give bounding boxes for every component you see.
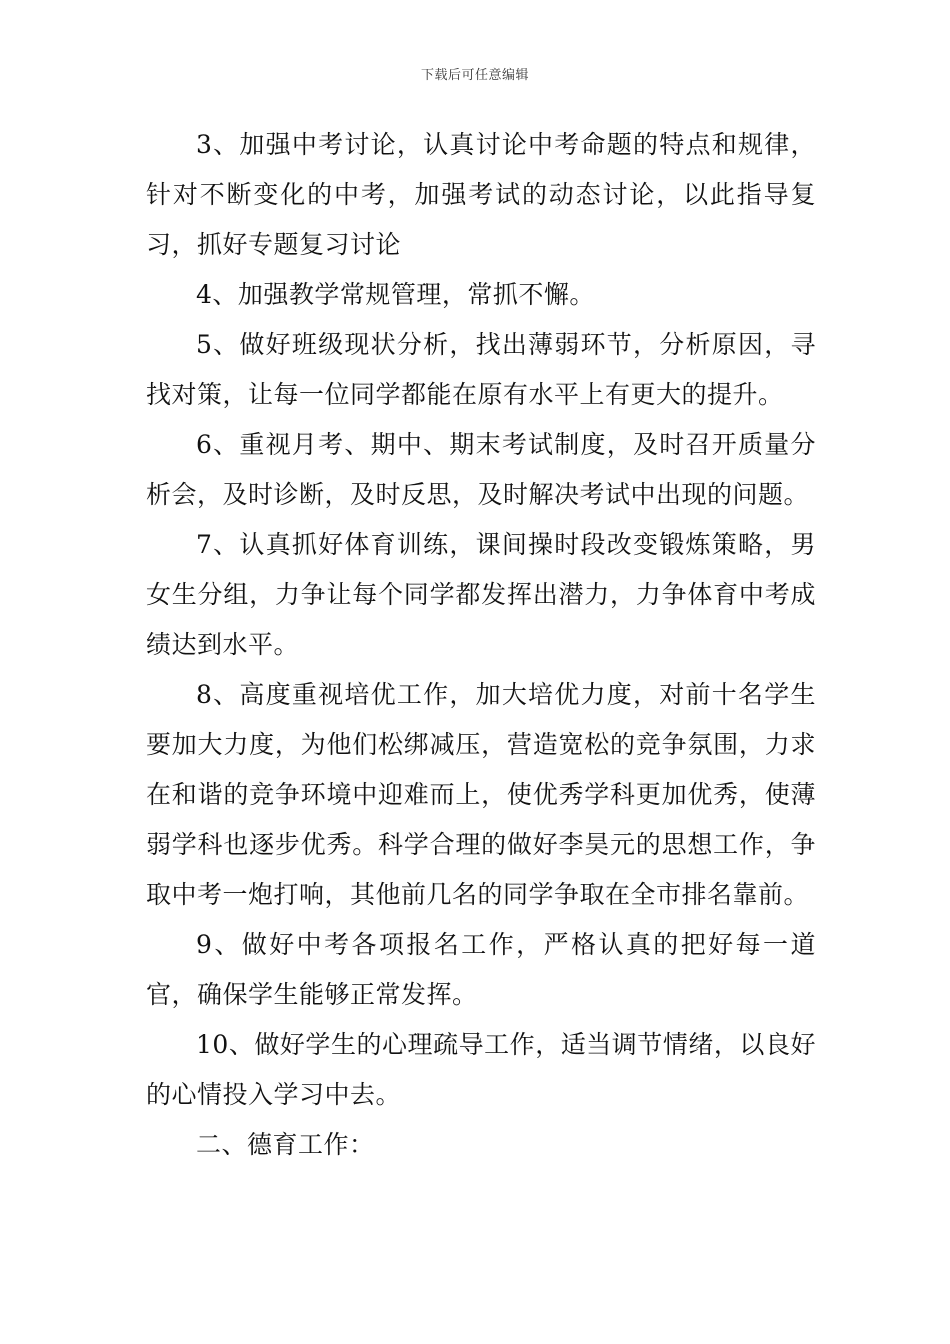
paragraph-item-3: 3、加强中考讨论，认真讨论中考命题的特点和规律，针对不断变化的中考，加强考试的动态讨论，以此指导复习，抓好专题复习讨论 <box>146 130 816 259</box>
page-header: 下载后可任意编辑 <box>420 68 529 83</box>
paragraph-item-6: 6、重视月考、期中、期末考试制度，及时召开质量分析会，及时诊断，及时反思，及时解决考试中出现的问题。 <box>146 430 816 509</box>
paragraph-item-5: 5、做好班级现状分析，找出薄弱环节，分析原因，寻找对策，让每一位同学都能在原有水平上有更大的提升。 <box>146 330 816 409</box>
section-heading-moral-education: 二、德育工作： <box>196 1130 375 1159</box>
paragraph-item-7: 7、认真抓好体育训练，课间操时段改变锻炼策略，男女生分组，力争让每个同学都发挥出潜力，力争体育中考成绩达到水平。 <box>146 530 816 659</box>
document-body <box>146 120 816 1170</box>
paragraph-item-9: 9、做好中考各项报名工作，严格认真的把好每一道官，确保学生能够正常发挥。 <box>146 930 816 1009</box>
paragraph-item-8: 8、高度重视培优工作，加大培优力度，对前十名学生要加大力度，为他们松绑减压，营造宽松的竞争氛围，力求在和谐的竞争环境中迎难而上，使优秀学科更加优秀，使薄弱学科也逐步优秀。科学合理的做好李昊元的思想工作，争取中考一炮打响，其他前几名的同学争取在全市排名靠前。 <box>146 680 816 909</box>
paragraph-item-4: 4、加强教学常规管理，常抓不懈。 <box>196 280 595 309</box>
paragraph-item-10: 10、做好学生的心理疏导工作，适当调节情绪，以良好的心情投入学习中去。 <box>146 1030 816 1109</box>
